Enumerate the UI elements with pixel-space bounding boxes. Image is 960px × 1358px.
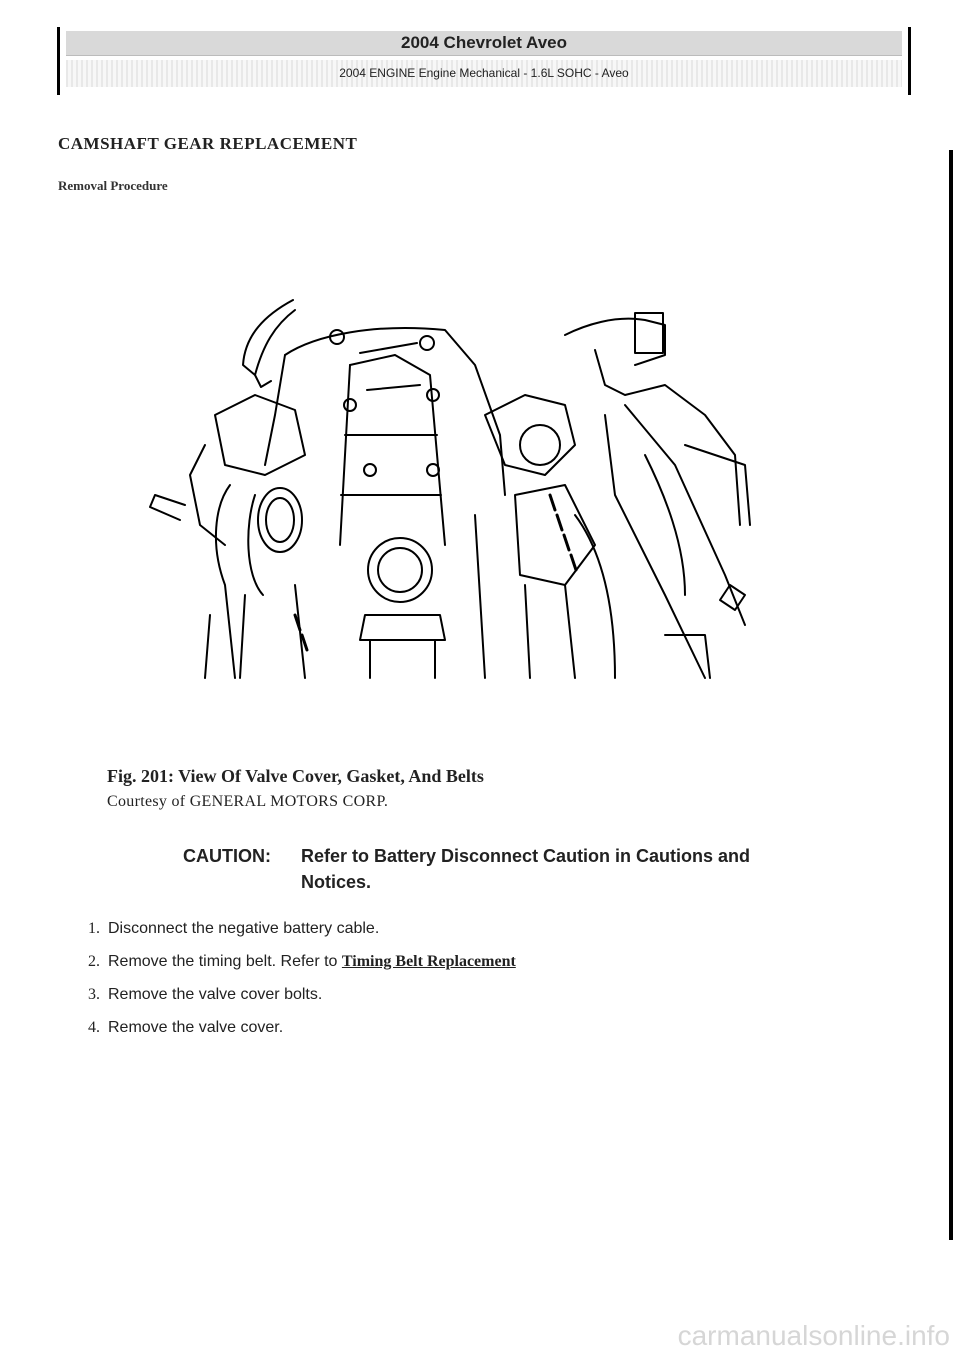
step-text: Remove the valve cover bolts.: [108, 986, 323, 1003]
caution-text-line2: Notices.: [301, 872, 372, 892]
document-header: [57, 27, 911, 95]
list-item: [70, 953, 870, 986]
step-text: Remove the timing belt. Refer to: [108, 953, 342, 970]
list-item: [70, 920, 870, 953]
caution-notice: [183, 843, 883, 895]
site-watermark: carmanualsonline.info: [677, 1320, 950, 1351]
step-number: 1.: [88, 920, 100, 937]
caution-label: CAUTION:: [183, 846, 271, 866]
step-number: 2.: [88, 953, 100, 970]
engine-illustration: [145, 295, 755, 680]
step-text: Remove the valve cover.: [108, 1019, 284, 1036]
header-title: 2004 Chevrolet Aveo: [66, 31, 902, 56]
step-text-with-link: [108, 953, 516, 971]
page-border-rule: [949, 150, 953, 1240]
step-number: 4.: [88, 1019, 100, 1036]
figure-caption: Fig. 201: View Of Valve Cover, Gasket, And Belts: [107, 766, 484, 786]
section-heading: CAMSHAFT GEAR REPLACEMENT: [58, 134, 358, 153]
header-subtitle: 2004 ENGINE Engine Mechanical - 1.6L SOHC - Aveo: [66, 60, 902, 87]
figure-credit: Courtesy of GENERAL MOTORS CORP.: [107, 793, 389, 810]
list-item: [70, 986, 870, 1019]
step-number: 3.: [88, 986, 100, 1003]
procedure-label: Removal Procedure: [58, 178, 168, 193]
removal-steps-list: [70, 920, 870, 1052]
step-text: Disconnect the negative battery cable.: [108, 920, 380, 937]
timing-belt-replacement-link[interactable]: Timing Belt Replacement: [341, 953, 516, 970]
list-item: [70, 1019, 870, 1052]
caution-text-line1: Refer to Battery Disconnect Caution in Cautions and: [301, 846, 751, 866]
